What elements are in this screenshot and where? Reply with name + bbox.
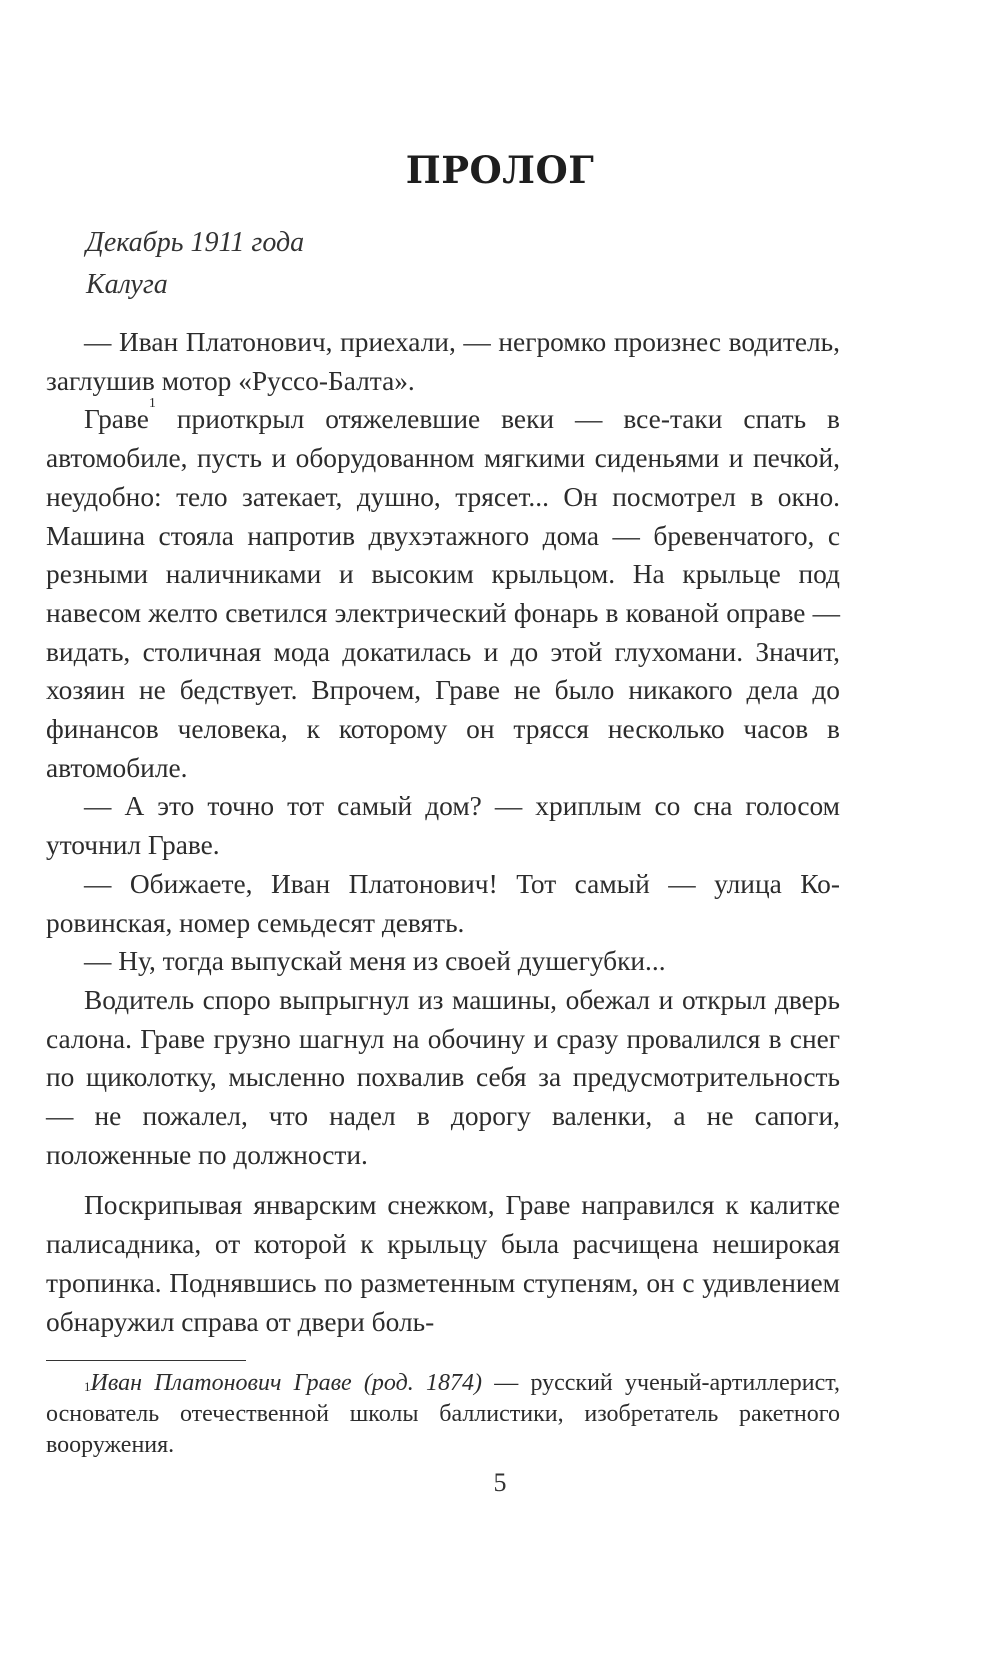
footnote-divider (46, 1360, 246, 1361)
paragraph: — Иван Платонович, приехали, — негромко произнес водитель, заглушив мотор «Руссо-Балта». (46, 327, 840, 396)
footnote-reference[interactable]: 1 (148, 396, 156, 412)
epigraph-place: Калуга (86, 269, 168, 300)
footnote-name: Иван Платонович Граве (род. 1874) (90, 1370, 482, 1396)
footnote-text: — русский ученый-артиллерист, основатель отечественной школы баллистики, изобретатель ракетного вооружения. (46, 1370, 840, 1458)
paragraph: Водитель споро выпрыгнул из машины, обежал и открыл дверь салона. Граве грузно шагнул на обочину и сразу провалился в снег по щиколотку, мысленно похвалив себя за предусмотрительность — не пожалел, что надел в дорогу валенки, а не сапоги, положенные по должности. (46, 984, 840, 1170)
paragraph (46, 396, 840, 787)
paragraph-rest: приоткрыл отяжелевшие веки — все-таки спать в автомобиле, пусть и оборудованном мягкими сиденьями и печкой, неудобно: тело затекает, душно, трясет... Он посмотрел в окно. Машина стояла напротив двухэтажного дома — бревенчатого, с резными наличниками и высоким крыльцом. На крыльце под навесом желто светился электрический фонарь в кованой оправе — видать, столичная мода докатилась и до этой глухомани. Значит, хозяин не бедствует. Впрочем, Граве не было никакого дела до финансов человека, к которому он трясся несколько часов в автомобиле. (46, 404, 840, 783)
chapter-title: ПРОЛОГ (405, 148, 595, 192)
paragraph: Поскрипывая январским снежком, Граве направился к калитке палисадника, от которой к крыльцу была расчищена неширокая тропинка. Поднявшись по разметенным ступеням, он с удивлением обнаружил справа от двери боль- (46, 1190, 840, 1337)
footnote-mark: 1 (84, 1379, 91, 1394)
paragraph-lead: Граве (84, 404, 149, 435)
paragraph: — А это точно тот самый дом? — хриплым со сна голосом уточнил Граве. (46, 791, 840, 861)
paragraph: — Ну, тогда выпускай меня из своей душегубки... (84, 946, 666, 977)
epigraph-date: Декабрь 1911 года (86, 227, 305, 258)
paragraph: — Обижаете, Иван Платонович! Тот самый — улица Коровинская, номер семьдесят девять. (46, 868, 840, 938)
epigraph (86, 222, 304, 306)
footnote (46, 1368, 840, 1461)
page-number: 5 (493, 1468, 507, 1497)
body-text (46, 323, 840, 1341)
